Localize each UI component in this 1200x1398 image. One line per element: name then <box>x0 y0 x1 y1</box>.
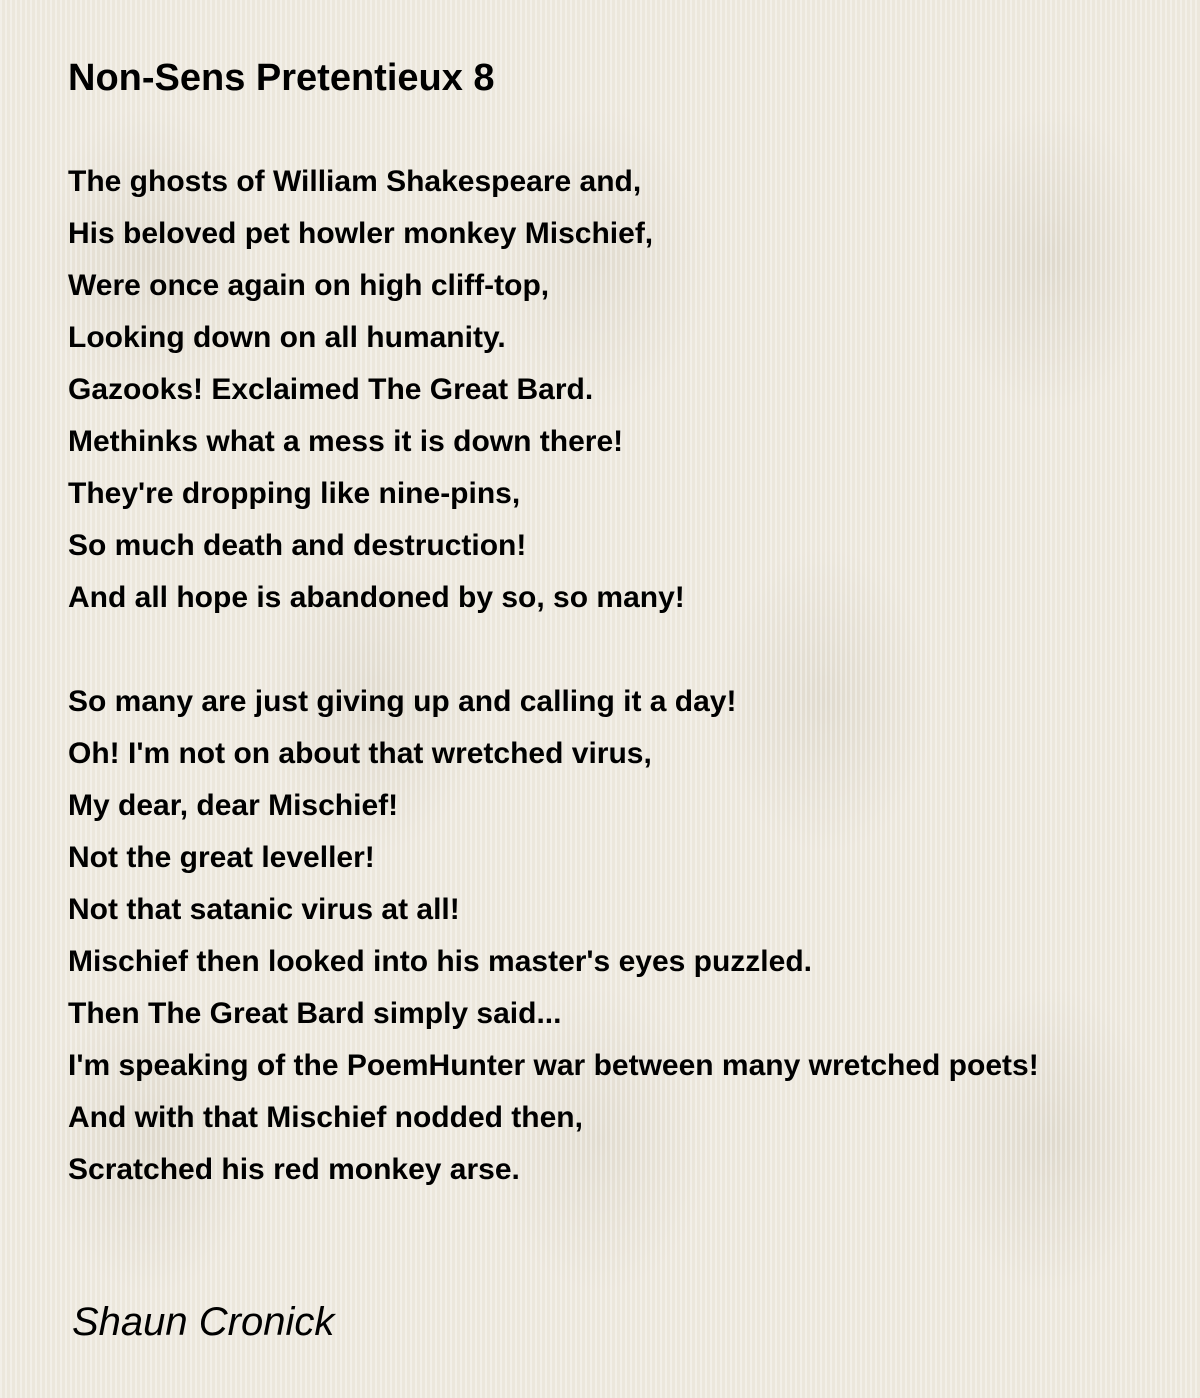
poem-line: Looking down on all humanity. <box>68 321 506 354</box>
author-name: Shaun Cronick <box>72 1300 335 1344</box>
poem-line: Scratched his red monkey arse. <box>68 1153 520 1186</box>
poem-line: Not the great leveller! <box>68 841 375 874</box>
poem-title: Non-Sens Pretentieux 8 <box>68 57 495 99</box>
poem-body <box>68 156 1178 1248</box>
poem-line: Methinks what a mess it is down there! <box>68 425 624 458</box>
poem-line: Mischief then looked into his master's eyes puzzled. <box>68 945 812 978</box>
poem-line: Gazooks! Exclaimed The Great Bard. <box>68 373 594 406</box>
poem-line: They're dropping like nine-pins, <box>68 477 521 510</box>
poem-line: And with that Mischief nodded then, <box>68 1101 583 1134</box>
stanza-2 <box>68 676 1178 1196</box>
poem-line: Not that satanic virus at all! <box>68 893 460 926</box>
poem-line: My dear, dear Mischief! <box>68 789 399 822</box>
poem-line: And all hope is abandoned by so, so many! <box>68 581 685 614</box>
poem-line: Were once again on high cliff-top, <box>68 269 550 302</box>
poem-line: I'm speaking of the PoemHunter war between many wretched poets! <box>68 1049 1039 1082</box>
poem-line: So many are just giving up and calling it a day! <box>68 685 737 718</box>
stanza-1 <box>68 156 1178 624</box>
poem-line: His beloved pet howler monkey Mischief, <box>68 217 654 250</box>
poem-line: Oh! I'm not on about that wretched virus, <box>68 737 652 770</box>
poem-line: The ghosts of William Shakespeare and, <box>68 165 642 198</box>
poem-line: Then The Great Bard simply said... <box>68 997 562 1030</box>
poem-line: So much death and destruction! <box>68 529 527 562</box>
